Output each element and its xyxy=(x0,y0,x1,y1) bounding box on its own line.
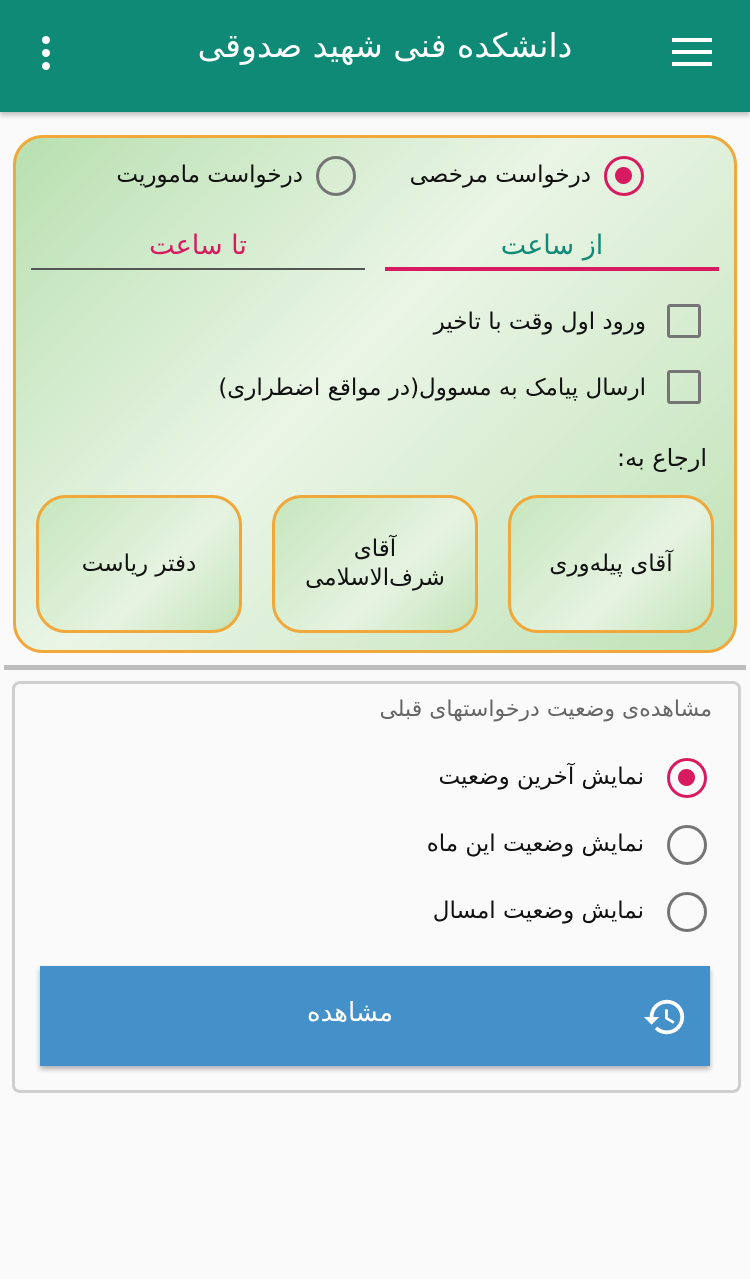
tab-to-time[interactable]: تا ساعت xyxy=(149,230,247,261)
tab-from-time[interactable]: از ساعت xyxy=(500,230,604,261)
recipient-label: آقای پیله‌وری xyxy=(549,550,673,577)
radio-this-month-status[interactable] xyxy=(667,825,707,865)
recipient-label-line1: آقای xyxy=(353,536,397,563)
tab-to-time-underline xyxy=(31,268,365,270)
recipient-button-pilehvari[interactable] xyxy=(508,495,714,633)
radio-leave-request-label[interactable]: درخواست مرخصی xyxy=(409,162,591,188)
radio-leave-request[interactable] xyxy=(604,156,644,196)
app-title: دانشکده فنی شهید صدوقی xyxy=(197,26,573,65)
status-section-title: مشاهده‌ی وضعیت درخواستهای قبلی xyxy=(379,697,712,722)
recipient-label: دفتر ریاست xyxy=(81,550,197,577)
radio-this-month-status-label[interactable]: نمایش وضعیت این ماه xyxy=(426,831,644,857)
app-bar xyxy=(0,0,750,112)
more-vert-icon[interactable] xyxy=(36,36,56,72)
hamburger-menu-icon[interactable] xyxy=(672,38,712,68)
late-arrival-checkbox[interactable] xyxy=(667,304,701,338)
radio-this-year-status[interactable] xyxy=(667,892,707,932)
section-divider xyxy=(4,665,746,670)
view-status-button-label: مشاهده xyxy=(306,998,394,1028)
tab-from-time-underline xyxy=(385,267,719,271)
radio-this-year-status-label[interactable]: نمایش وضعیت امسال xyxy=(432,898,644,924)
view-status-button[interactable] xyxy=(40,966,710,1066)
history-icon xyxy=(642,994,688,1040)
radio-latest-status[interactable] xyxy=(667,758,707,798)
radio-latest-status-label[interactable]: نمایش آخرین وضعیت xyxy=(438,764,644,790)
refer-to-label: ارجاع به: xyxy=(617,444,707,472)
recipient-button-sharafoleslami[interactable] xyxy=(272,495,478,633)
sms-notify-checkbox[interactable] xyxy=(667,370,701,404)
late-arrival-label[interactable]: ورود اول وقت با تاخیر xyxy=(433,309,646,335)
sms-notify-label[interactable]: ارسال پیامک به مسوول(در مواقع اضطراری) xyxy=(218,375,646,401)
radio-mission-request[interactable] xyxy=(316,156,356,196)
recipient-button-president-office[interactable] xyxy=(36,495,242,633)
recipient-label-line2: شرف‌الاسلامی xyxy=(305,565,445,591)
radio-mission-request-label[interactable]: درخواست ماموریت xyxy=(116,162,303,188)
